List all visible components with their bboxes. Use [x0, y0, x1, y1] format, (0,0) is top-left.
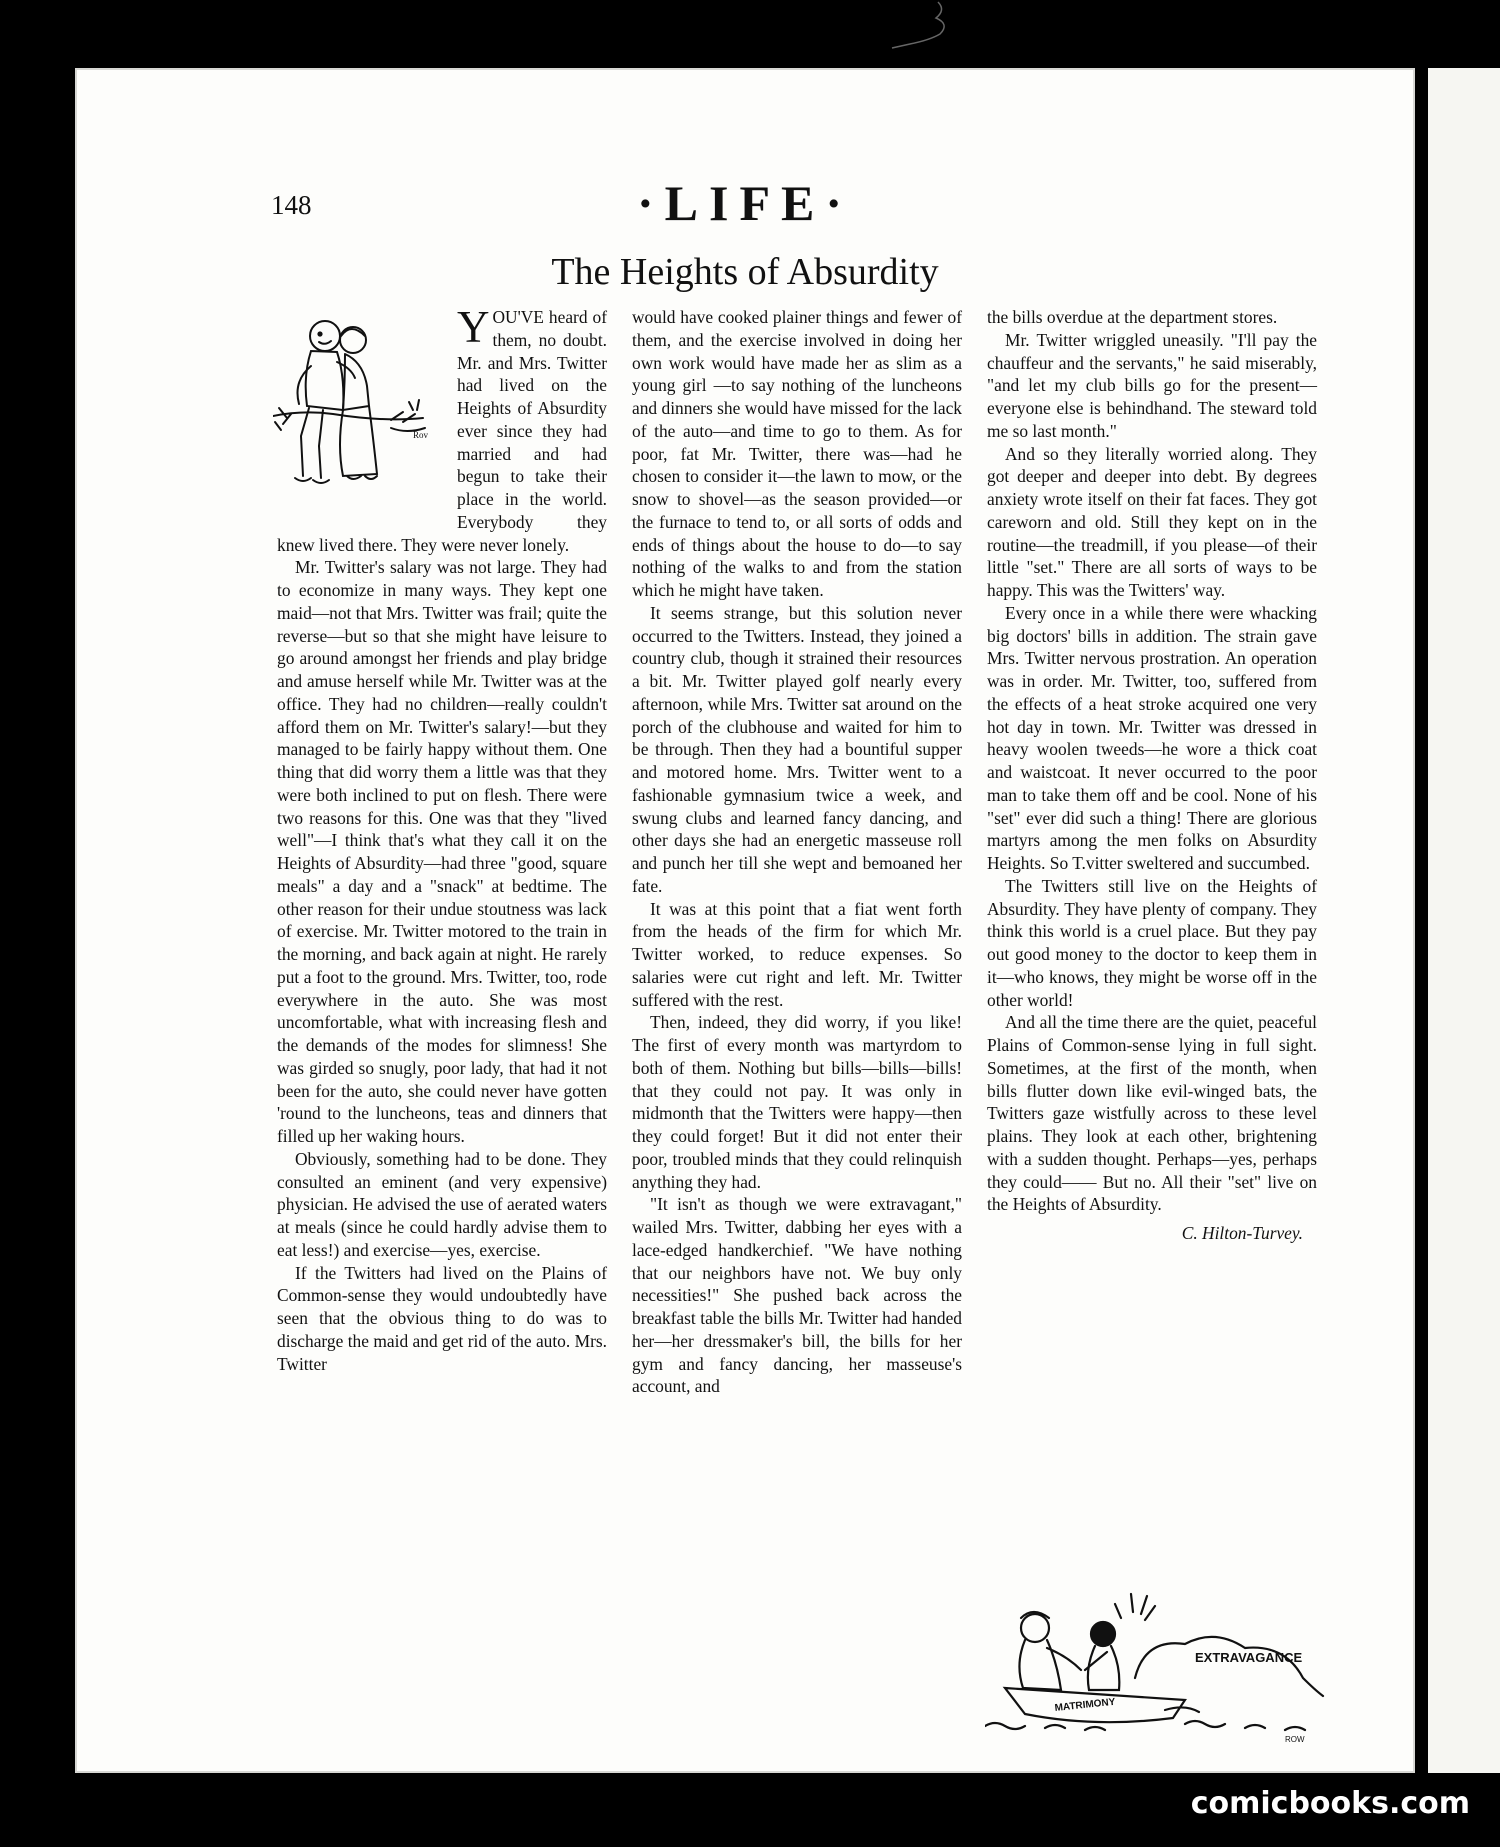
article-paragraph: Mr. Twitter wriggled uneasily. "I'll pay the chauffeur and the servants," he said miserably, "and let my club bills go for the present—everyone else is behindhand. The steward told me so last month.": [987, 329, 1317, 441]
masthead: ·LIFE·: [636, 175, 854, 231]
boat-cartoon-illustration: [985, 1578, 1325, 1748]
article-paragraph: YOU'VE heard of them, no doubt. Mr. and Mrs. Twitter had lived on the Heights of Absurdity ever since they had married and had begun to take their place in the world. Everybody they knew lived there. They were never lonely.: [277, 302, 607, 555]
article-paragraph: It was at this point that a fiat went forth from the heads of the firm for which Mr. Twitter worked, to reduce expenses. So salaries were cut right and left. Mr. Twitter suffered with the rest.: [632, 898, 962, 1010]
article-paragraph: Mr. Twitter's salary was not large. They had to economize in many ways. They kept one maid—not that Mrs. Twitter was frail; quite the reverse—but so that she might have leisure to go around amongst her friends and play bridge and amuse herself while Mr. Twitter was at the office. They had no children—really couldn't afford them on Mr. Twitter's salary!—but they managed to be fairly happy without them. One thing that did worry them a little was that they were both inclined to put on flesh. There were two reasons for this. One was that they "lived well"—I think that's what they call it on the Heights of Absurdity—had three "good, square meals" a day and a "snack" at bedtime. The other reason for their undue stoutness was lack of exercise. Mr. Twitter motored to the train in the morning, and back again at night. He rarely put a foot to the ground. Mrs. Twitter, too, rode everywhere in the auto. She was most uncomfortable, what with increasing flesh and the demands of the modes for slimness! She was girded so snugly, poor lady, that had it not been for the auto, she could never have gotten 'round to the luncheons, teas and dinners that filled up her waking hours.: [277, 557, 607, 1146]
article-paragraph: And so they literally worried along. They got deeper and deeper into debt. By degrees anxiety wrote itself on their fat faces. They got careworn and old. Still they kept on in the routine—the treadmill, if you please—of their little "set." There are all sorts of ways to be happy. This was the Twitters' way.: [987, 443, 1317, 600]
illustrator-signature: ROW: [1285, 1735, 1305, 1744]
article-paragraph: Then, indeed, they did worry, if you like! The first of every month was martyrdom to both of them. Nothing but bills—bills—bills! that they could not pay. It was only in midmonth that the Twitters were happy—then they could forget! But it did not enter their poor, troubled minds that they could relinquish anything they had.: [632, 1012, 962, 1192]
article-column-1: [277, 302, 607, 1375]
article-column-2: [632, 306, 962, 1398]
magazine-page: [75, 68, 1415, 1773]
boat-banner-label: EXTRAVAGANCE: [1195, 1650, 1303, 1665]
article-paragraph: would have cooked plainer things and fewer of them, and the exercise involved in doing her own work would have made her as slim as a young girl —to say nothing of the luncheons and dinners she would have missed for the lack of the auto—and time to go to them. As for poor, fat Mr. Twitter, there was—had he chosen to consider it—the lawn to mow, or the snow to shovel—as the season provided—or the furnace to tend to, or all sorts of odds and ends of things about the house to do—to say nothing of the walks to and from the station which he might have taken.: [632, 307, 962, 600]
boat-hull-label: MATRIMONY: [1054, 1696, 1116, 1714]
article-paragraph: The Twitters still live on the Heights of Absurdity. They have plenty of company. They think this world is a cruel place. But they pay out good money to the doctor to keep them in it—who knows, they might be worse off in the other world!: [987, 875, 1317, 1010]
article-paragraph: the bills overdue at the department stores.: [987, 307, 1278, 327]
author-byline: C. Hilton-Turvey.: [1181, 1223, 1303, 1243]
article-paragraph: "It isn't as though we were extravagant," wailed Mrs. Twitter, dabbing her eyes with a lace-edged handkerchief. "We have nothing that our neighbors have not. We buy only necessities!" She pushed back across the breakfast table the bills Mr. Twitter had handed her—her dressmaker's bill, the bills for her gym and fancy dancing, her masseuse's account, and: [632, 1194, 962, 1397]
site-watermark: comicbooks.com: [1190, 1786, 1470, 1821]
article-headline: The Heights of Absurdity: [551, 251, 939, 293]
illustrator-signature: Rov: [413, 430, 429, 440]
article-paragraph: Every once in a while there were whacking big doctors' bills in addition. The strain gave Mrs. Twitter nervous prostration. An operation was in order. Mr. Twitter, too, suffered from the effects of a heat stroke acquired one very hot day in town. Mr. Twitter was dressed in heavy woolen tweeds—he wore a thick coat and waistcoat. It never occurred to the poor man to take them off and be cool. None of his "set" ever did such a thing! There are glorious martyrs among the men folks on Absurdity Heights. So T.vitter sweltered and succumbed.: [987, 602, 1317, 873]
article-paragraph: It seems strange, but this solution never occurred to the Twitters. Instead, they joined a country club, though it strained their resources a bit. Mr. Twitter played golf nearly every afternoon, while Mrs. Twitter sat around on the porch of the clubhouse and waited for him to be through. Then they had a bountiful supper and motored home. Mrs. Twitter went to a fashionable gymnasium twice a week, and swung clubs and learned fancy dancing, and other days she had an energetic masseuse roll and punch her till she wept and bemoaned her fate.: [632, 602, 962, 896]
article-paragraph: Obviously, something had to be done. They consulted an eminent (and very expensive) physician. He advised the use of aerated waters at meals (since he could hardly advise them to eat less!) and exercise—yes, exercise.: [277, 1148, 607, 1260]
drop-cap: Y: [457, 302, 490, 352]
article-paragraph: And all the time there are the quiet, peaceful Plains of Common-sense lying in full sight. Sometimes, at the first of the month, when bills flutter down like evil-winged bats, the Twitters gaze wistfully across to these level plains. They look at each other, brightening with a sudden thought. Perhaps—yes, perhaps they could—— But no. All their "set" live on the Heights of Absurdity.: [987, 1012, 1317, 1215]
article-paragraph: If the Twitters had lived on the Plains of Common-sense they would undoubtedly have seen that the obvious thing to do was to discharge the maid and get rid of the auto. Mrs. Twitter: [277, 1262, 607, 1374]
page-number: 148: [271, 190, 312, 220]
scan-artifact: [880, 0, 960, 55]
couple-cartoon-illustration: [273, 306, 451, 506]
article-column-3: [987, 306, 1317, 1245]
adjacent-page-edge: [1428, 68, 1500, 1773]
